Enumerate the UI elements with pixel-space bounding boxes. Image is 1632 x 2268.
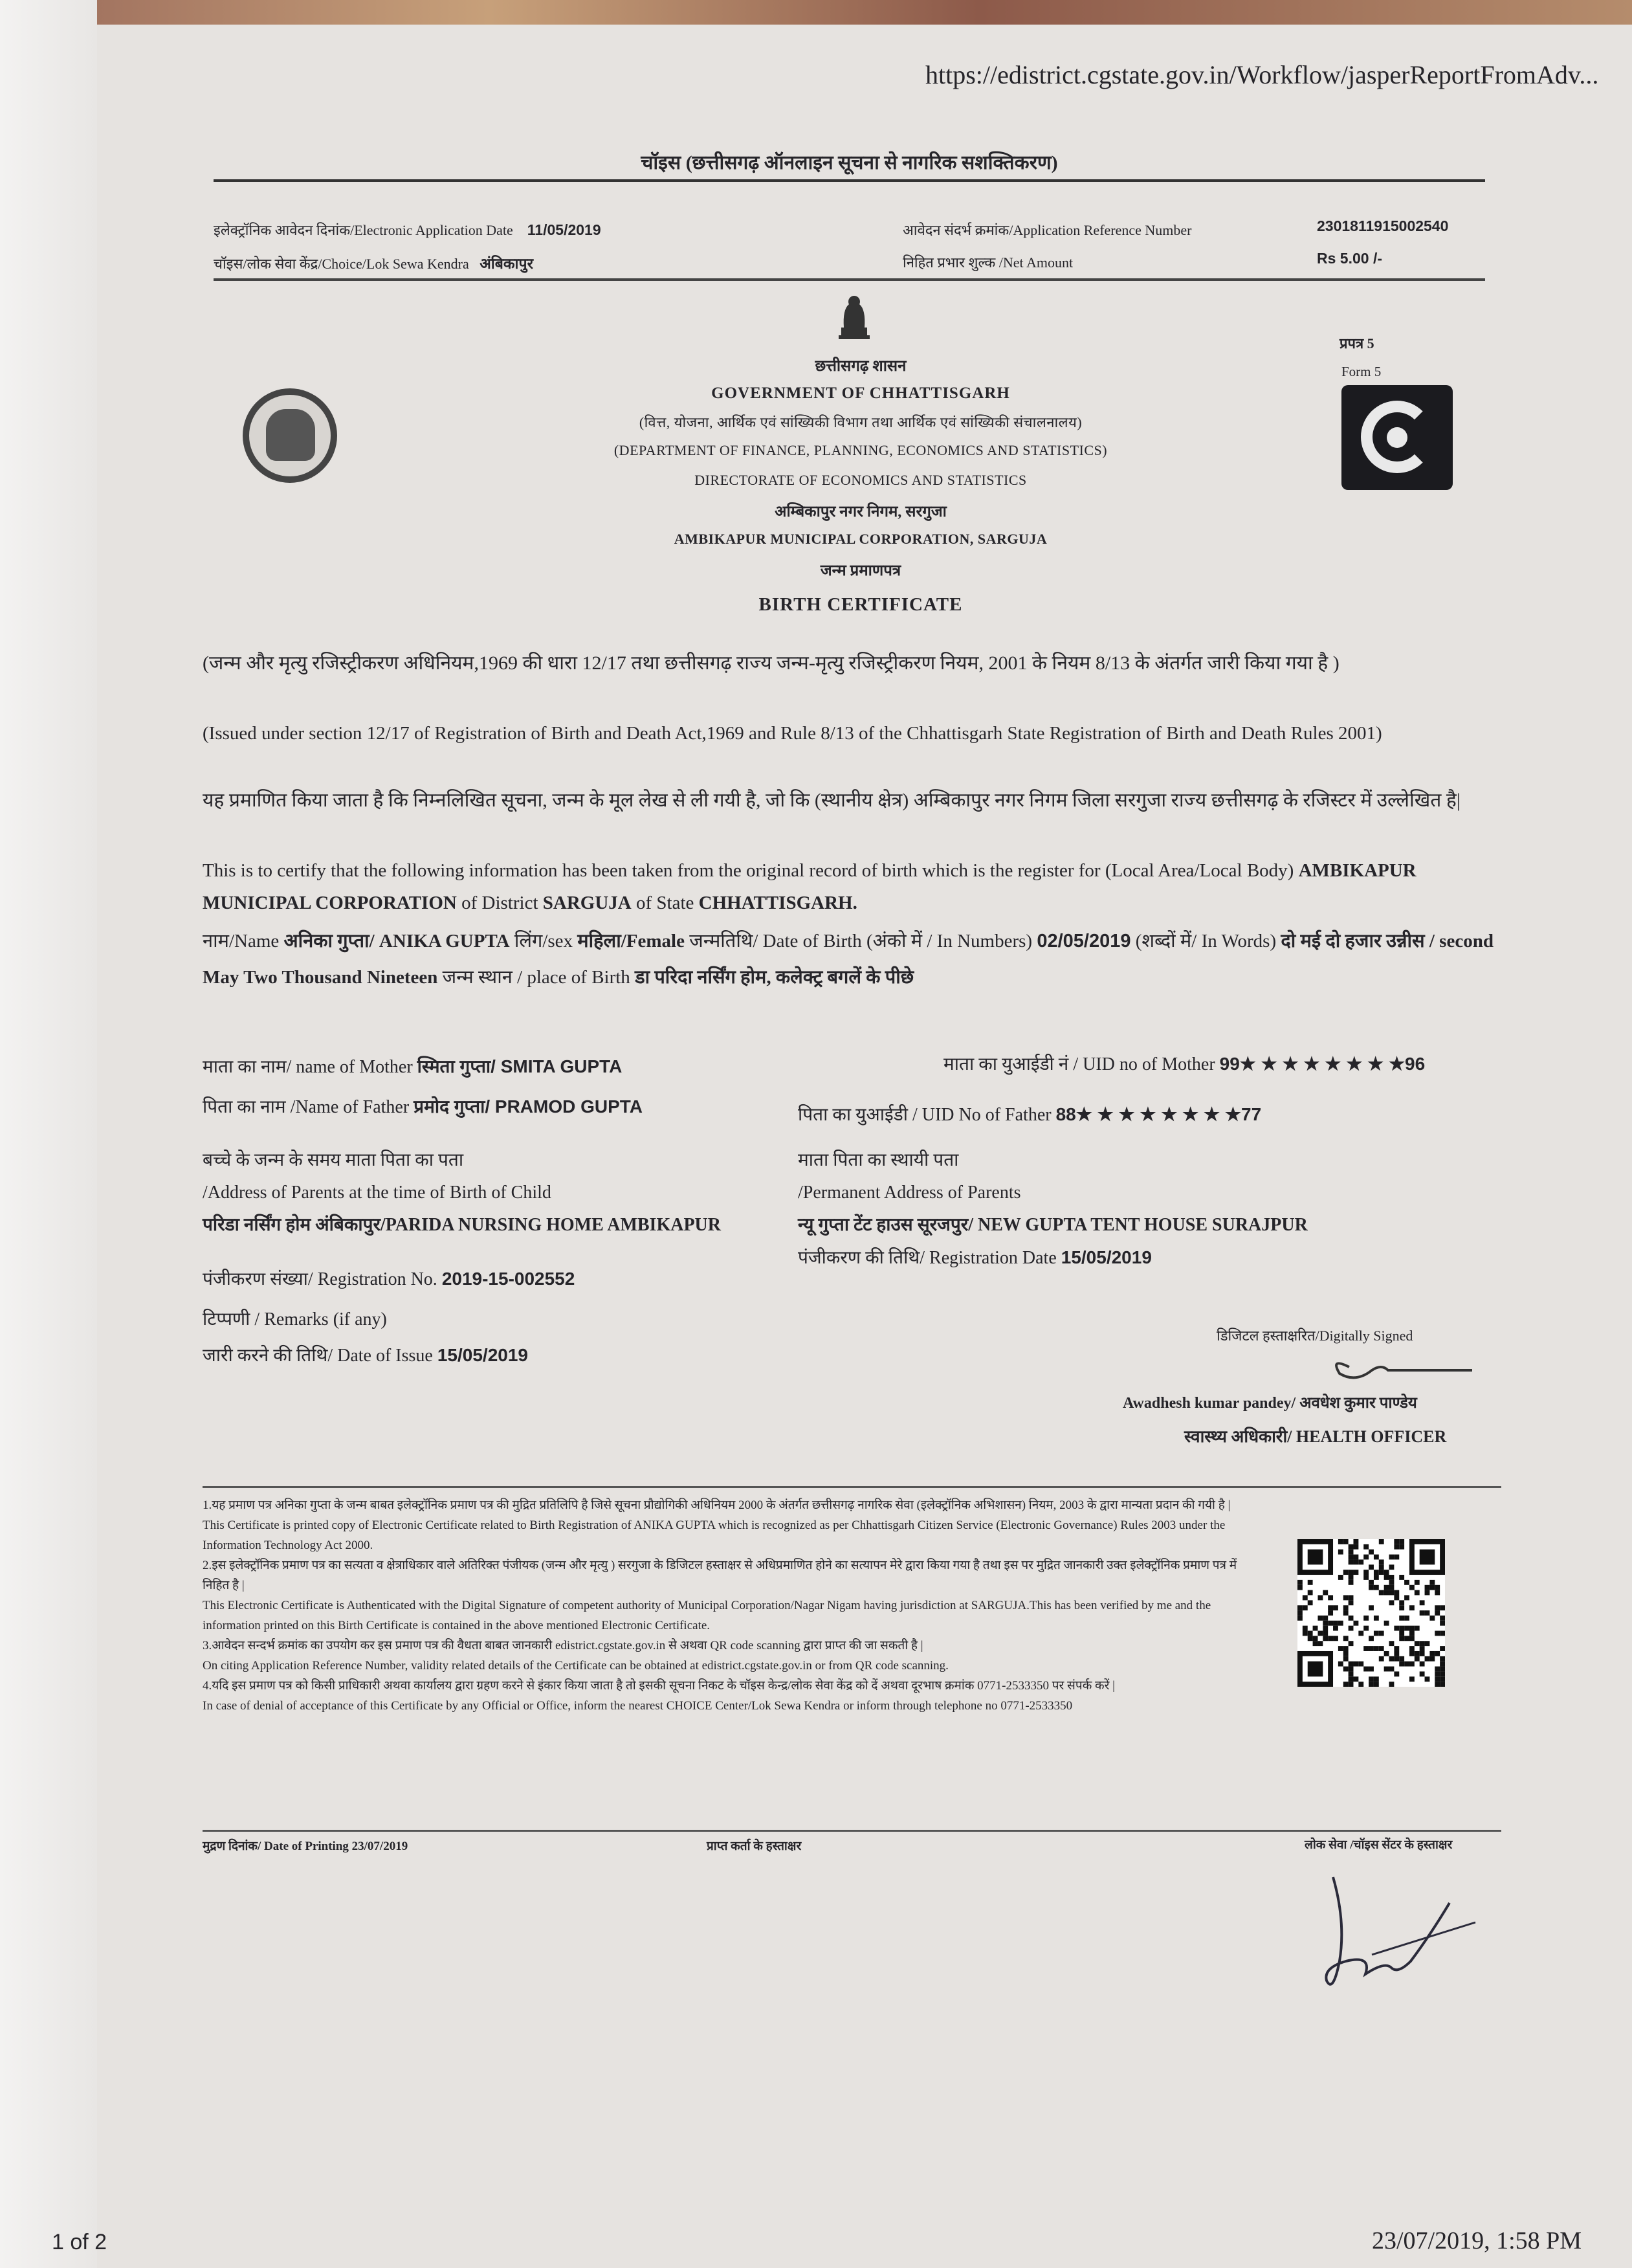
- note-2-en: This Electronic Certificate is Authenticated with the Digital Signature of competent authority of Municipal Corporation/Nagar Nigam having jurisdiction at SARGUJA.This has been verified by me and the information printed on this Birth Certificate is contained in the above mentioned Electronic Certificate.: [203, 1599, 1211, 1632]
- father-name: [203, 1094, 643, 1118]
- dob-words: दो मई दो हजार उन्नीस / second May Two Thousand Nineteen: [203, 931, 1494, 988]
- registration-date-value: 15/05/2019: [1061, 1247, 1152, 1267]
- registration-date-label: पंजीकरण की तिथि/ Registration Date: [798, 1248, 1057, 1268]
- note-3-hi: 3.आवेदन सन्दर्भ क्रमांक का उपयोग कर इस प्रमाण पत्र की वैधता बाबत जानकारी edistrict.cgstate.gov.in से अथवा QR code scanning द्वारा प्राप्त की जा सकती है |: [203, 1639, 923, 1652]
- choice-logo-icon: [1341, 385, 1453, 490]
- net-amount-value-wrap: [1317, 250, 1382, 267]
- digitally-signed-label: डिजिटल हस्ताक्षरित/Digitally Signed: [1217, 1328, 1413, 1344]
- name-label: नाम/Name: [203, 931, 280, 951]
- mother-name-label: माता का नाम/ name of Mother: [203, 1057, 413, 1077]
- certify-state: CHHATTISGARH.: [698, 893, 857, 913]
- handwritten-signature-icon: [1288, 1864, 1482, 2013]
- kendra-signature-label: लोक सेवा /चॉइस सेंटर के हस्ताक्षर: [1305, 1838, 1453, 1852]
- mother-name-value: स्मिता गुप्ता/ SMITA GUPTA: [417, 1056, 623, 1076]
- officer-signature-icon: [1310, 1348, 1479, 1386]
- permanent-address-label-hi: माता पिता का स्थायी पता: [798, 1150, 959, 1170]
- reference-number-label: आवेदन संदर्भ क्रमांक/Application Reference Number: [903, 222, 1192, 238]
- reference-number-value: 2301811915002540: [1317, 217, 1449, 234]
- print-timestamp: 23/07/2019, 1:58 PM: [1372, 2227, 1582, 2254]
- net-amount-value: Rs 5.00 /-: [1317, 250, 1382, 267]
- certify-local-body: AMBIKAPUR MUNICIPAL CORPORATION: [203, 860, 1417, 913]
- birth-address-value: परिडा नर्सिंग होम अंबिकापुर/PARIDA NURSING HOME AMBIKAPUR: [203, 1215, 721, 1235]
- reference-number: [903, 220, 1192, 239]
- place-of-birth: डा परिदा नर्सिंग होम, कलेक्ट्र बगलें के पीछे: [635, 967, 914, 988]
- certify-en-text: This is to certify that the following information has been taken from the original record of birth which is the register for (Local Area/Local Body): [203, 860, 1294, 881]
- national-emblem-icon: [835, 290, 874, 342]
- government-title-hi: छत्तीसगढ़ शासन: [815, 358, 907, 375]
- print-date-value: 23/07/2019: [351, 1840, 408, 1853]
- recipient-signature-label: प्राप्त कर्ता के हस्ताक्षर: [707, 1840, 802, 1853]
- place-of-birth-label: जन्म स्थान / place of Birth: [442, 967, 630, 988]
- dob-value: 02/05/2019: [1037, 931, 1131, 951]
- government-title-en: GOVERNMENT OF CHHATTISGARH: [711, 384, 1010, 402]
- service-centre-label: चॉइस/लोक सेवा केंद्र/Choice/Lok Sewa Kendra: [214, 256, 469, 272]
- registration-number: [203, 1266, 575, 1291]
- father-uid-label: पिता का युआईडी / UID No of Father: [798, 1105, 1052, 1125]
- issued-under-en: (Issued under section 12/17 of Registration of Birth and Death Act,1969 and Rule 8/13 of the Chhattisgarh State Registration of Birth and Death Rules 2001): [203, 723, 1382, 744]
- corporation-hi: अम्बिकापुर नगर निगम, सरगुजा: [775, 504, 947, 520]
- issue-date: [203, 1342, 528, 1367]
- mother-uid: [943, 1051, 1425, 1076]
- service-centre: [214, 252, 533, 273]
- reference-number-value-wrap: [1317, 217, 1448, 235]
- father-uid: [798, 1102, 1261, 1126]
- state-seal-icon: [243, 388, 337, 483]
- certify-hi: यह प्रमाणित किया जाता है कि निम्नलिखित सूचना, जन्म के मूल लेख से ली गयी है, जो कि (स्थानीय क्षेत्र) अम्बिकापुर नगर निगम जिला सरगुजा राज्य छत्तीसगढ़ के रजिस्टर में उल्लेखित है|: [203, 790, 1461, 811]
- certificate-title-en: BIRTH CERTIFICATE: [758, 594, 963, 615]
- father-name-label: पिता का नाम /Name of Father: [203, 1097, 410, 1117]
- page-number: 1 of 2: [52, 2230, 107, 2254]
- department-hi: (वित्त, योजना, आर्थिक एवं सांख्यिकी विभाग तथा आर्थिक एवं सांख्यिकी संचालनालय): [639, 414, 1083, 430]
- directorate: DIRECTORATE OF ECONOMICS AND STATISTICS: [694, 472, 1027, 488]
- officer-title: स्वास्थ्य अधिकारी/ HEALTH OFFICER: [1184, 1427, 1447, 1446]
- application-date-value: 11/05/2019: [527, 221, 601, 238]
- permanent-address-label-en: /Permanent Address of Parents: [798, 1183, 1021, 1203]
- mother-uid-label: माता का युआईडी नं / UID no of Mother: [943, 1054, 1215, 1074]
- note-2-hi: 2.इस इलेक्ट्रॉनिक प्रमाण पत्र का सत्यता व क्षेत्राधिकार वाले अतिरिक्त पंजीयक (जन्म और मृत्यु ) सरगुजा के डिजिटल हस्ताक्षर से अधिप्रमाणित होने का सत्यापन मेरे द्वारा किया गया है तथा इस पर मुद्रित जानकारी उक्त इलेक्ट्रॉनिक प्रमाण पत्र में निहित है |: [203, 1559, 1237, 1592]
- notes-rule-top: [203, 1486, 1501, 1488]
- print-date: [203, 1837, 408, 1854]
- dob-label: जन्मतिथि/ Date of Birth (अंको में / In Numbers): [689, 931, 1033, 951]
- application-date-label: इलेक्ट्रॉनिक आवेदन दिनांक/Electronic Application Date: [214, 222, 513, 238]
- mother-name: [203, 1054, 622, 1078]
- father-uid-value: 88★ ★ ★ ★ ★ ★ ★ ★77: [1055, 1104, 1262, 1124]
- issue-date-label: जारी करने की तिथि/ Date of Issue: [203, 1346, 433, 1366]
- print-date-label: मुद्रण दिनांक/ Date of Printing: [203, 1840, 349, 1853]
- header-rule-bottom: [214, 278, 1485, 281]
- header-rule-top: [214, 179, 1485, 182]
- corporation-en: AMBIKAPUR MUNICIPAL CORPORATION, SARGUJA: [674, 531, 1048, 547]
- page-url: https://edistrict.cgstate.gov.in/Workflow/jasperReportFromAdv...: [925, 60, 1599, 89]
- certify-state-label: of State: [635, 893, 694, 913]
- certificate-title-hi: जन्म प्रमाणपत्र: [820, 562, 901, 579]
- note-1-en: This Certificate is printed copy of Electronic Certificate related to Birth Registration of ANIKA GUPTA which is recognized as per Chhattisgarh Citizen Service (Electronic Governance) Rules 2003 under the Information Technology Act 2000.: [203, 1518, 1226, 1552]
- certify-district: SARGUJA: [542, 893, 632, 913]
- child-name: अनिका गुप्ता/ ANIKA GUPTA: [283, 931, 510, 951]
- note-1-hi: 1.यह प्रमाण पत्र अनिका गुप्ता के जन्म बाबत इलेक्ट्रॉनिक प्रमाण पत्र की मुद्रित प्रतिलिपि है जिसे सूचना प्रौद्योगिकी अधिनियम 2000 के अंतर्गत छत्तीसगढ़ नागरिक सेवा (इलेक्ट्रॉनिक अभिशासन) नियम, 2003 के द्वारा मान्यता प्रदान की गयी है |: [203, 1498, 1231, 1512]
- dob-words-label: (शब्दों में/ In Words): [1135, 931, 1277, 951]
- note-3-en: On citing Application Reference Number, validity related details of the Certificate can be obtained at edistrict.cgstate.gov.in or from QR code scanning.: [203, 1659, 949, 1673]
- certificate-notes: [203, 1495, 1238, 1716]
- certify-district-label: of District: [461, 893, 538, 913]
- birth-address-label-en: /Address of Parents at the time of Birth of Child: [203, 1183, 551, 1203]
- note-4-en: In case of denial of acceptance of this Certificate by any Official or Office, inform the nearest CHOICE Center/Lok Sewa Kendra or inform through telephone no 0771-2533350: [203, 1699, 1073, 1713]
- registration-number-label: पंजीकरण संख्या/ Registration No.: [203, 1269, 437, 1289]
- note-4-hi: 4.यदि इस प्रमाण पत्र को किसी प्राधिकारी अथवा कार्यालय द्वारा ग्रहण करने से इंकार किया जाता है तो इसकी सूचना निकट के चॉइस केन्द्र/लोक सेवा केंद्र को दें अथवा दूरभाष क्रमांक 0771-2533350 पर संपर्क करें |: [203, 1679, 1115, 1693]
- photo-edge: [0, 0, 1632, 25]
- qr-code-icon[interactable]: [1297, 1539, 1445, 1687]
- form-number-hi: प्रपत्र 5: [1340, 335, 1374, 351]
- birth-address-label-hi: बच्चे के जन्म के समय माता पिता का पता: [203, 1150, 464, 1170]
- portal-title: चॉइस (छत्तीसगढ़ ऑनलाइन सूचना से नागरिक सशक्तिकरण): [641, 152, 1058, 173]
- form-number-en: Form 5: [1341, 364, 1382, 379]
- remarks-label: टिप्पणी / Remarks (if any): [203, 1309, 387, 1329]
- paper-margin: [0, 0, 97, 2268]
- net-amount-label: निहित प्रभार शुल्क /Net Amount: [903, 254, 1074, 271]
- officer-name: Awadhesh kumar pandey/ अवधेश कुमार पाण्डेय: [1123, 1395, 1417, 1412]
- child-sex: महिला/Female: [577, 931, 685, 951]
- birth-address: [203, 1144, 733, 1241]
- mother-uid-value: 99★ ★ ★ ★ ★ ★ ★ ★96: [1219, 1054, 1426, 1074]
- permanent-address: [798, 1144, 1477, 1274]
- registration-number-value: 2019-15-002552: [441, 1269, 575, 1289]
- application-date: [214, 220, 601, 239]
- father-name-value: प्रमोद गुप्ता/ PRAMOD GUPTA: [414, 1096, 643, 1117]
- service-centre-value: अंबिकापुर: [480, 255, 533, 272]
- sex-label: लिंग/sex: [514, 931, 573, 951]
- permanent-address-value: न्यू गुप्ता टेंट हाउस सूरजपुर/ NEW GUPTA TENT HOUSE SURAJPUR: [798, 1215, 1308, 1235]
- issue-date-value: 15/05/2019: [437, 1345, 528, 1365]
- department-en: (DEPARTMENT OF FINANCE, PLANNING, ECONOMICS AND STATISTICS): [613, 442, 1108, 458]
- certify-en: [203, 854, 1510, 919]
- net-amount: [903, 252, 1073, 272]
- notes-rule-bottom: [203, 1830, 1501, 1832]
- issued-under-hi: (जन्म और मृत्यु रजिस्ट्रीकरण अधिनियम,1969 की धारा 12/17 तथा छत्तीसगढ़ राज्य जन्म-मृत्यु रजिस्ट्रीकरण नियम, 2001 के नियम 8/13 के अंतर्गत जारी किया गया है ): [203, 652, 1340, 674]
- child-details: [203, 923, 1510, 995]
